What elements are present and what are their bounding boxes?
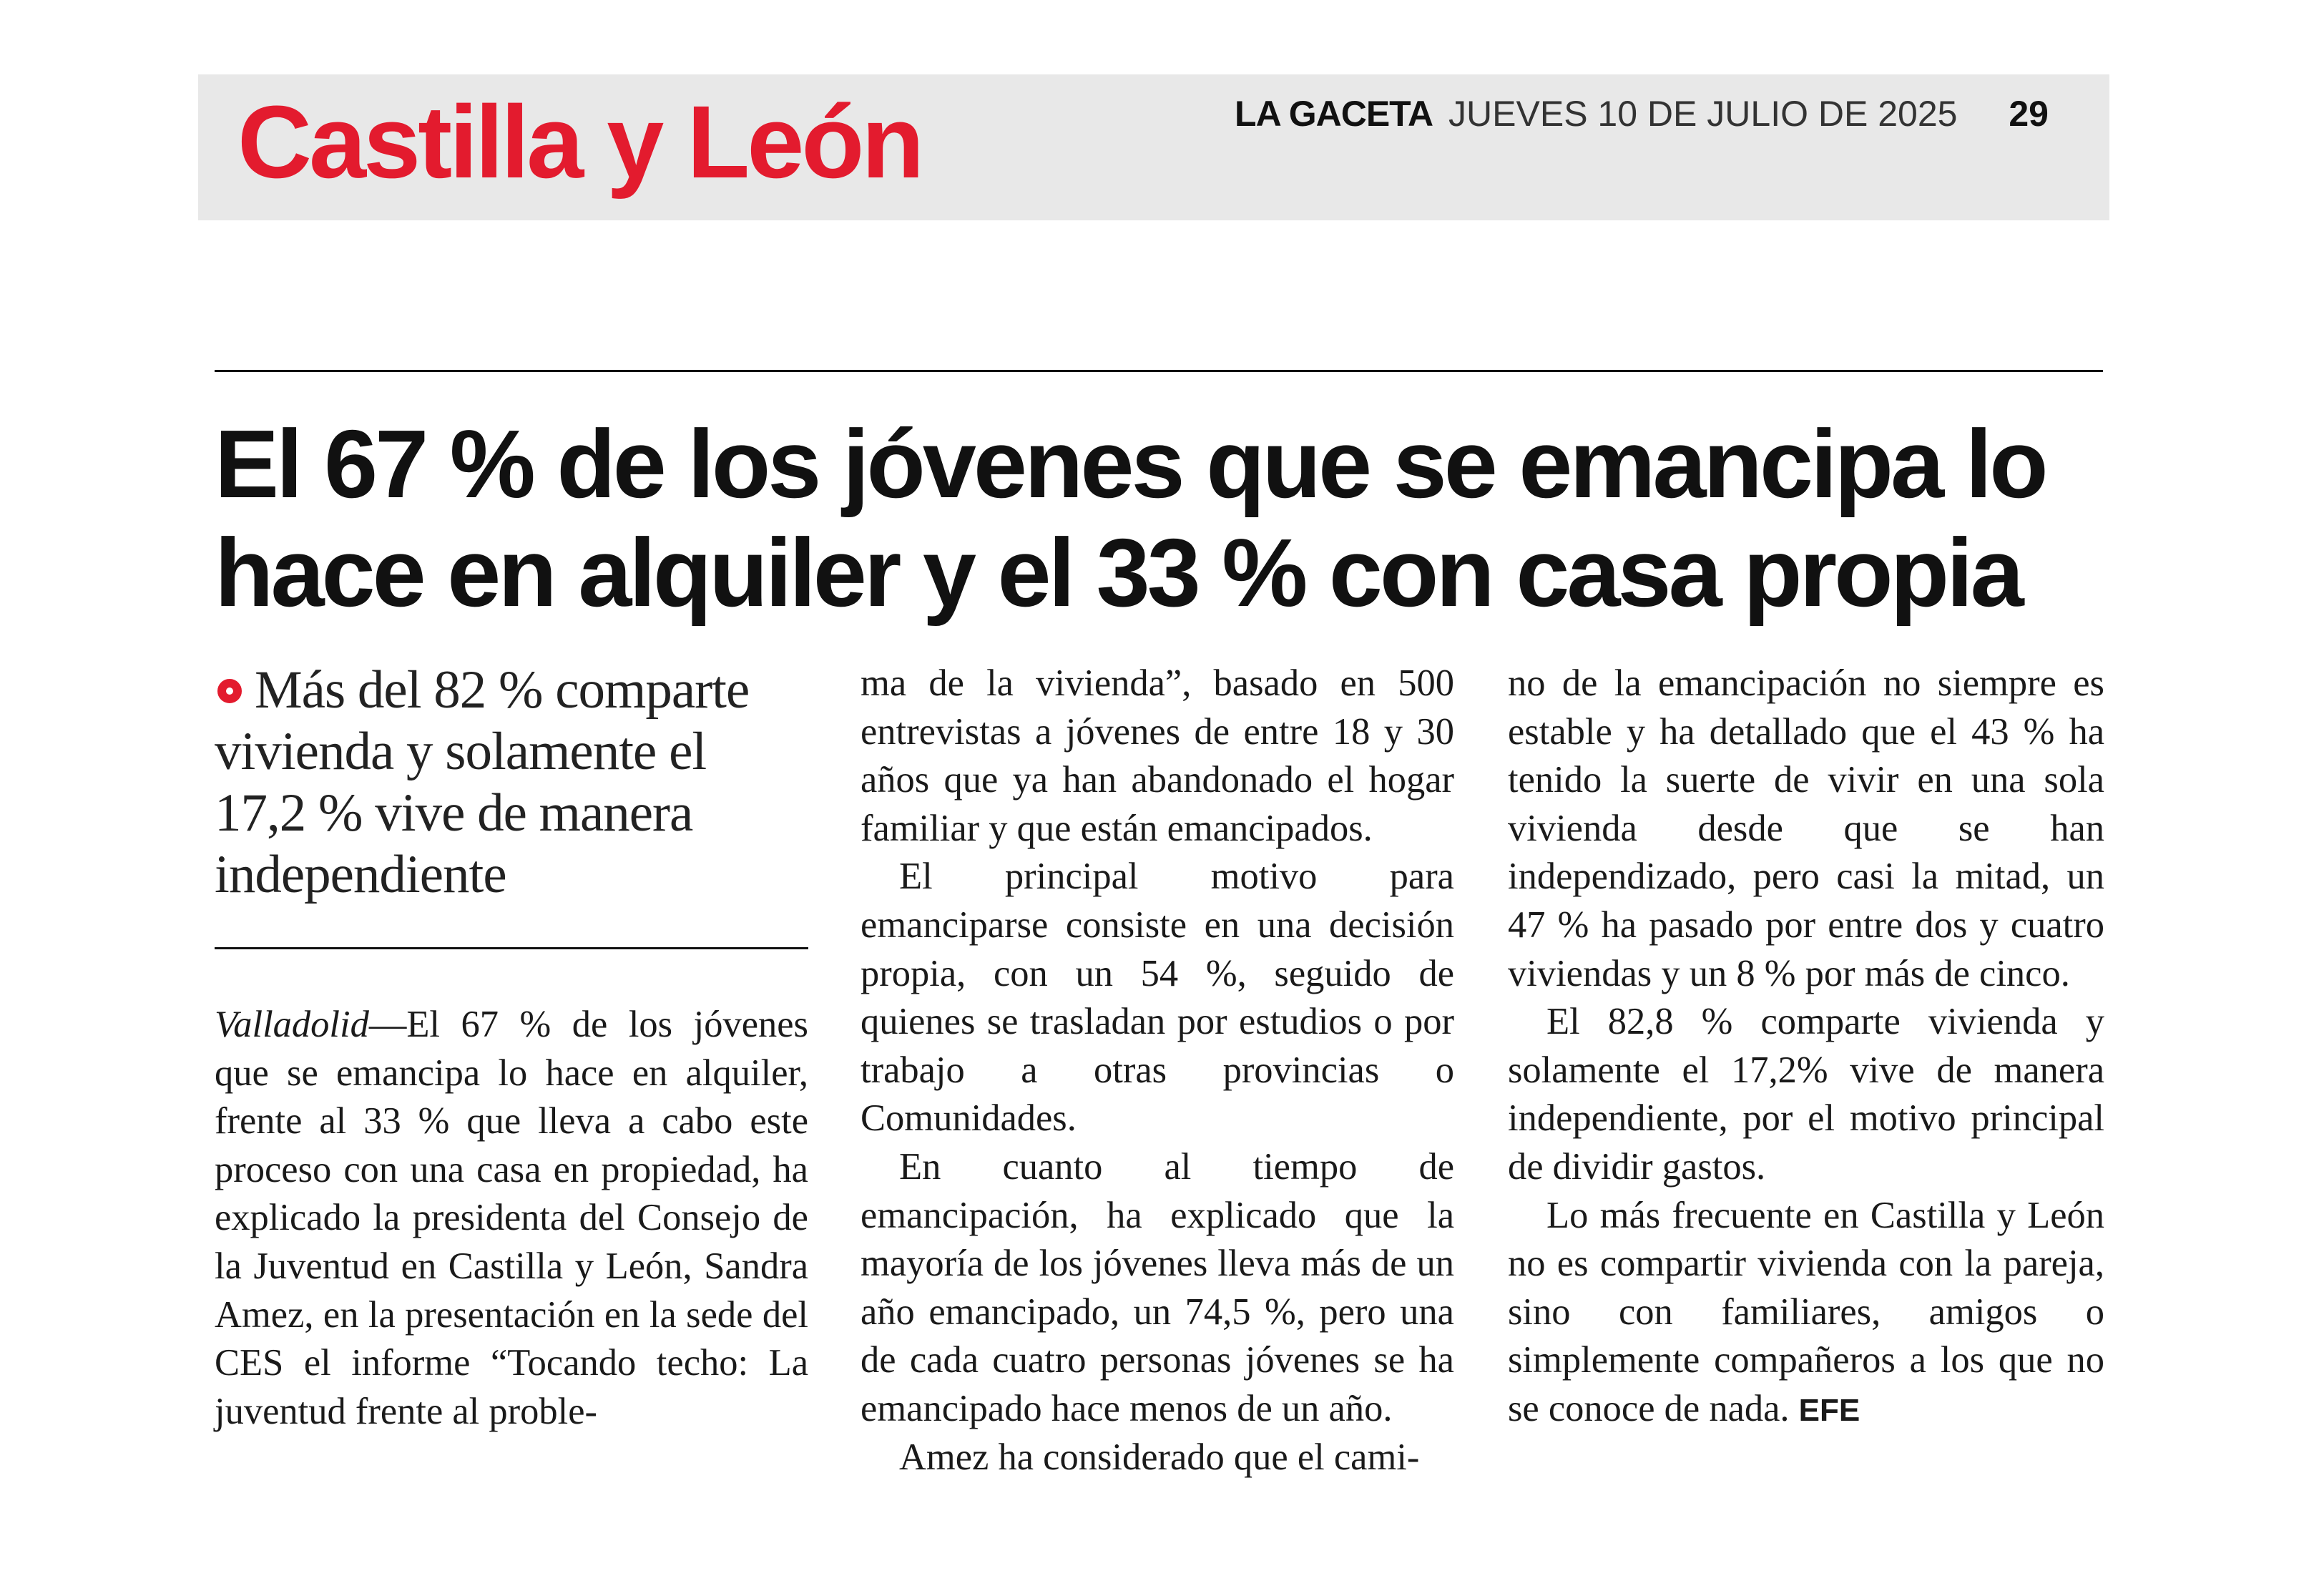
dateline-place: Valladolid bbox=[215, 1004, 369, 1045]
paragraph: no de la emancipación no siempre es estable y ha detallado que el 43 % ha tenido la suerte de vivir en una sola vivienda desde que se han independizado, pero casi la mitad, un 47 % ha pasado por entre dos y cuatro viviendas y un 8 % por más de cinco. bbox=[1508, 662, 2104, 994]
article-column-2 bbox=[861, 660, 1454, 1482]
paragraph bbox=[1508, 1192, 2104, 1435]
paragraph-text: Lo más frecuente en Castilla y León no es compartir vivienda con la pareja, sino con familiares, amigos o simplemente compañeros a los que no se conoce de nada. bbox=[1508, 1194, 2104, 1429]
section-header bbox=[198, 74, 2109, 220]
paragraph: En cuanto al tiempo de emancipación, ha explicado que la mayoría de los jóvenes lleva más de un año emancipado, un 74,5 %, pero una de cada cuatro personas jóvenes se ha emancipado hace menos de un año. bbox=[861, 1145, 1454, 1429]
paragraph bbox=[215, 1001, 808, 1436]
paragraph: Amez ha considerado que el cami- bbox=[899, 1436, 1420, 1478]
section-title: Castilla y León bbox=[237, 84, 922, 200]
news-agency-credit: EFE bbox=[1798, 1392, 1860, 1428]
page-number: 29 bbox=[2009, 94, 2049, 134]
masthead bbox=[1235, 93, 2049, 134]
dateline-separator: — bbox=[368, 1004, 407, 1045]
newspaper-name: LA GACETA bbox=[1235, 94, 1433, 134]
headline-rule bbox=[215, 370, 2103, 372]
paragraph: El principal motivo para emanciparse consiste en una decisión propia, con un 54 %, seguido de quienes se trasladan por estudios o por trabajo a otras provincias o Comunidades. bbox=[861, 856, 1454, 1140]
subhead-rule bbox=[215, 947, 808, 949]
article-subhead bbox=[215, 660, 808, 906]
article-headline: El 67 % de los jóvenes que se emancipa lo hace en alquiler y el 33 % con casa propia bbox=[215, 410, 2046, 627]
subhead-text: Más del 82 % comparte vivienda y solamente el 17,2 % vive de manera independiente bbox=[215, 660, 750, 904]
paragraph-text: El 67 % de los jóvenes que se emancipa lo hace en alquiler, frente al 33 % que lleva a cabo este proceso con una casa en propiedad, ha explicado la presidenta del Consejo de la Juventud en Castilla y León, Sandra Amez, en la presentación en la sede del CES el informe “Tocando techo: La juventud frente al proble- bbox=[215, 1004, 808, 1432]
bullet-circle-icon bbox=[217, 679, 242, 703]
issue-date: JUEVES 10 DE JULIO DE 2025 bbox=[1448, 94, 1958, 134]
article-column-3 bbox=[1508, 660, 2104, 1435]
paragraph: ma de la vivienda”, basado en 500 entrevistas a jóvenes de entre 18 y 30 años que ya han abandonado el hogar familiar y que están emancipados. bbox=[861, 662, 1454, 849]
paragraph: El 82,8 % comparte vivienda y solamente el 17,2% vive de manera independiente, por el motivo principal de dividir gastos. bbox=[1508, 1001, 2104, 1188]
article-column-1 bbox=[215, 660, 808, 1436]
